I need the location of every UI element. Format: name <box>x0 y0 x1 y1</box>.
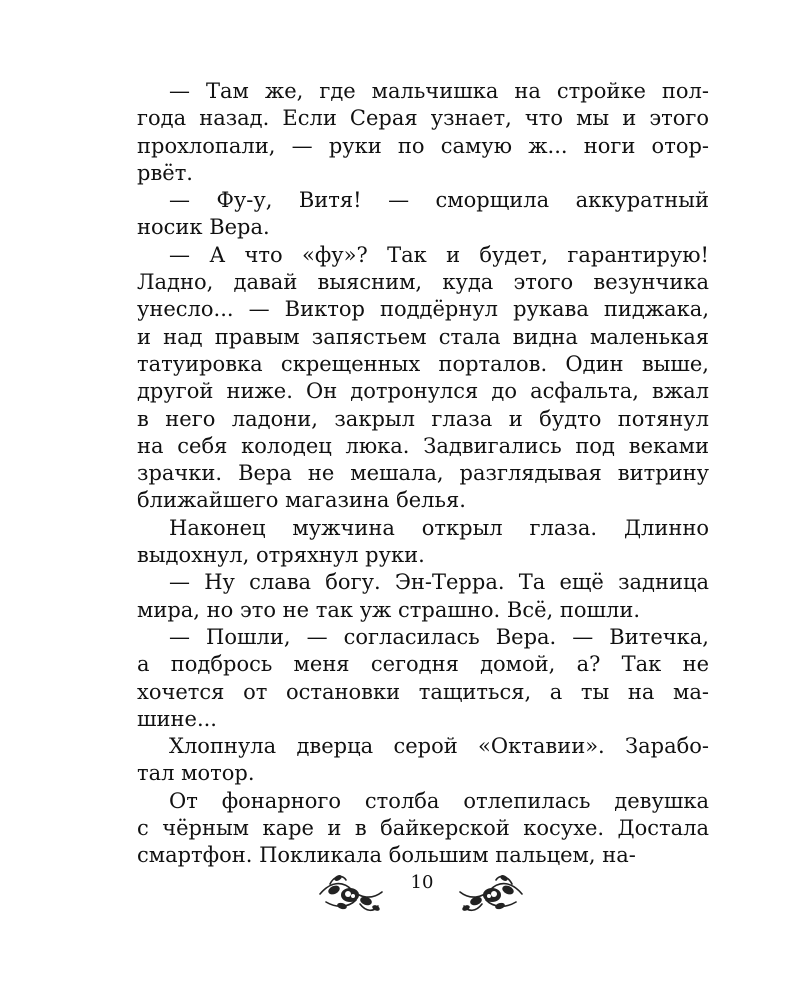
text-line: От фонарного столба отлепилась девушка <box>169 788 709 813</box>
text-line: смартфон. Покликала большим пальцем, на- <box>137 843 636 868</box>
text-line: Ладно, давай выясним, куда этого везунчика <box>137 270 709 295</box>
text-line: тал мотор. <box>137 761 255 786</box>
text-line: другой ниже. Он дотронулся до асфальта, вжал <box>137 379 709 404</box>
text-line: на себя колодец люка. Задвигались под веками <box>137 433 709 458</box>
paragraph <box>137 569 709 624</box>
text-line: — Пошли, — согласилась Вера. — Витечка, <box>169 624 709 649</box>
text-line: — Фу-у, Витя! — сморщила аккуратный <box>169 188 709 213</box>
page-text <box>137 78 709 870</box>
text-line: унесло... — Виктор поддёрнул рукава пиджака, <box>137 297 709 322</box>
text-line: — Там же, где мальчишка на стройке пол- <box>169 79 709 103</box>
text-line: Наконец мужчина открыл глаза. Длинно <box>169 515 709 540</box>
text-line: прохлопали, — руки по самую ж... ноги отор- <box>137 133 709 158</box>
floral-ornament-icon <box>456 868 526 918</box>
text-line: — Ну слава богу. Эн-Терра. Та ещё задница <box>169 570 709 595</box>
paragraph <box>137 187 709 242</box>
text-line: носик Вера. <box>137 215 270 240</box>
text-line: в него ладони, закрыл глаза и будто потянул <box>137 406 709 431</box>
text-line: — А что «фу»? Так и будет, гарантирую! <box>169 242 709 267</box>
text-line: зрачки. Вера не мешала, разглядывая витрину <box>137 461 709 486</box>
text-line: рвёт. <box>137 160 193 185</box>
paragraph <box>137 78 709 187</box>
text-line: татуировка скрещенных порталов. Один выше, <box>137 351 709 376</box>
text-line: с чёрным каре и в байкерской косухе. Достала <box>137 816 709 841</box>
floral-ornament-icon <box>316 868 386 918</box>
paragraph <box>137 788 709 870</box>
page-footer <box>0 868 800 918</box>
text-line: выдохнул, отряхнул руки. <box>137 543 425 568</box>
paragraph <box>137 624 709 733</box>
text-line: года назад. Если Серая узнает, что мы и этого <box>137 106 709 131</box>
page-number: 10 <box>410 872 434 893</box>
paragraph <box>137 733 709 788</box>
text-line: хочется от остановки тащиться, а ты на ма- <box>137 679 709 704</box>
text-line: шине... <box>137 706 217 731</box>
paragraph <box>137 515 709 570</box>
paragraph <box>137 242 709 515</box>
text-line: а подбрось меня сегодня домой, а? Так не <box>137 652 709 677</box>
text-line: и над правым запястьем стала видна маленькая <box>137 324 709 349</box>
text-line: Хлопнула дверца серой «Октавии». Зарабо- <box>169 734 709 759</box>
text-line: мира, но это не так уж страшно. Всё, пошли. <box>137 597 641 622</box>
text-line: ближайшего магазина белья. <box>137 488 466 513</box>
